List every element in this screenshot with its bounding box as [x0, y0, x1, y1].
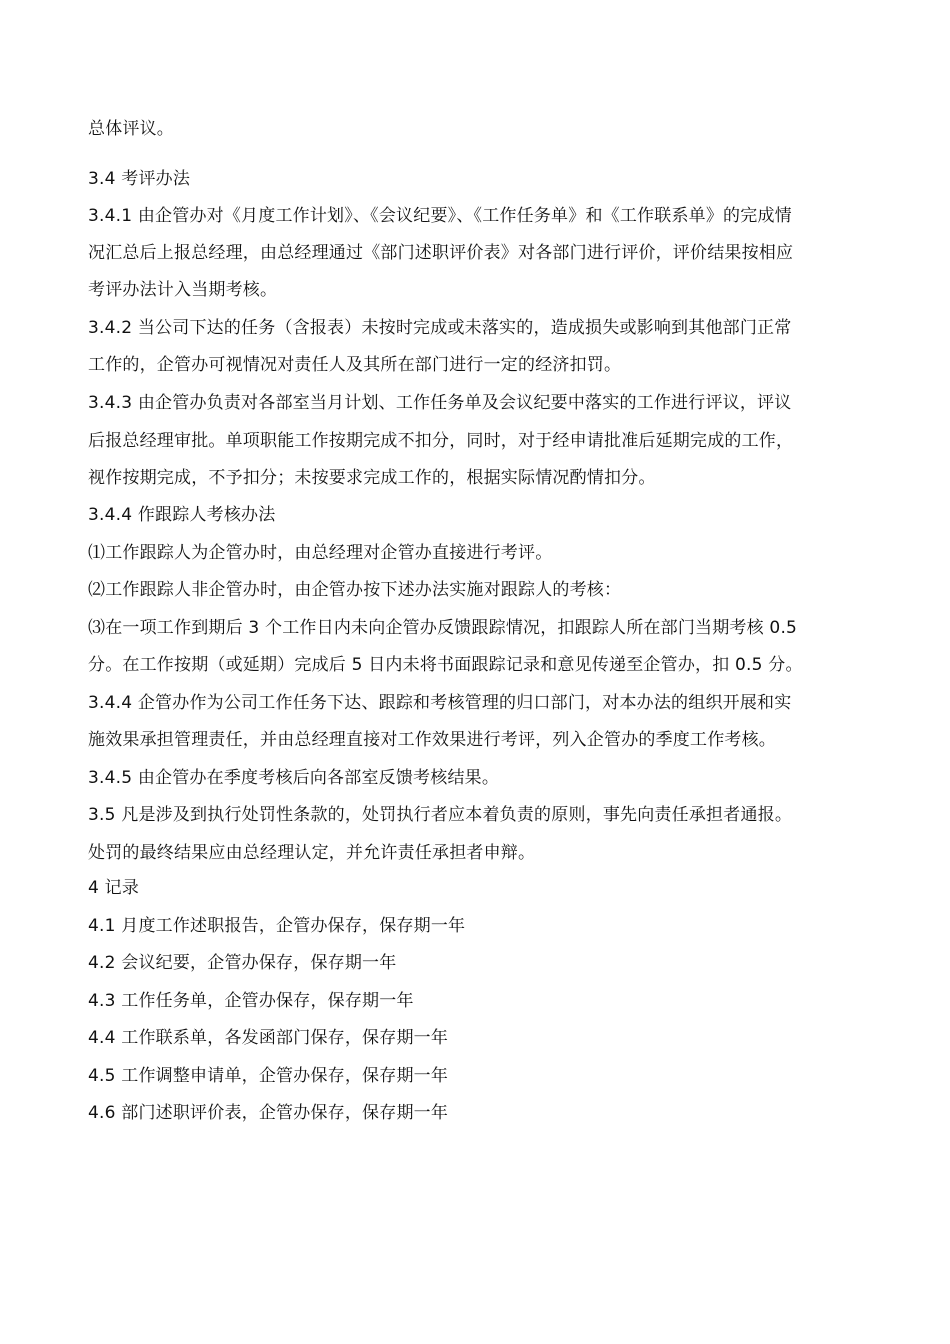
section-heading: 4 记录: [88, 878, 140, 898]
text-line: 施效果承担管理责任，并由总经理直接对工作效果进行考评，列入企管办的季度工作考核。: [88, 730, 776, 750]
text-line: 3.4.2 当公司下达的任务（含报表）未按时完成或未落实的，造成损失或影响到其他部门正常: [88, 318, 792, 338]
record-item: 4.1 月度工作述职报告，企管办保存，保存期一年: [88, 916, 466, 936]
section-heading: 3.4.4 作跟踪人考核办法: [88, 505, 276, 525]
text-line: 3.4.5 由企管办在季度考核后向各部室反馈考核结果。: [88, 768, 500, 788]
record-item: 4.5 工作调整申请单，企管办保存，保存期一年: [88, 1066, 449, 1086]
text-line: 后报总经理审批。单项职能工作按期完成不扣分，同时，对于经申请批准后延期完成的工作，: [88, 431, 794, 451]
text-line: 工作的，企管办可视情况对责任人及其所在部门进行一定的经济扣罚。: [88, 355, 622, 375]
record-item: 4.4 工作联系单，各发函部门保存，保存期一年: [88, 1028, 449, 1048]
record-item: 4.6 部门述职评价表，企管办保存，保存期一年: [88, 1103, 449, 1123]
text-line: 3.4.1 由企管办对《月度工作计划》、《会议纪要》、《工作任务单》和《工作联系单》的完成情: [88, 206, 792, 226]
text-line: 考评办法计入当期考核。: [88, 280, 278, 300]
record-item: 4.2 会议纪要，企管办保存，保存期一年: [88, 953, 397, 973]
text-line: 3.4.3 由企管办负责对各部室当月计划、工作任务单及会议纪要中落实的工作进行评议，评议: [88, 393, 792, 413]
section-heading: 3.4 考评办法: [88, 169, 191, 189]
text-line: ⑶在一项工作到期后 3 个工作日内未向企管办反馈跟踪情况，扣跟踪人所在部门当期考核 0.5: [88, 618, 798, 638]
text-line: ⑵工作跟踪人非企管办时，由企管办按下述办法实施对跟踪人的考核：: [88, 580, 622, 600]
record-item: 4.3 工作任务单，企管办保存，保存期一年: [88, 991, 414, 1011]
text-line: 3.5 凡是涉及到执行处罚性条款的，处罚执行者应本着负责的原则，事先向责任承担者通报。: [88, 805, 793, 825]
text-line: 3.4.4 企管办作为公司工作任务下达、跟踪和考核管理的归口部门，对本办法的组织开展和实: [88, 693, 792, 713]
text-line: 处罚的最终结果应由总经理认定，并允许责任承担者申辩。: [88, 843, 536, 863]
text-line: 视作按期完成，不予扣分；未按要求完成工作的，根据实际情况酌情扣分。: [88, 468, 656, 488]
text-line: 况汇总后上报总经理，由总经理通过《部门述职评价表》对各部门进行评价，评价结果按相应: [88, 243, 794, 263]
text-line: 分。在工作按期（或延期）完成后 5 日内未将书面跟踪记录和意见传递至企管办，扣 0.5 分。: [88, 655, 803, 675]
text-line: ⑴工作跟踪人为企管办时，由总经理对企管办直接进行考评。: [88, 543, 553, 563]
text-line: 总体评议。: [88, 119, 174, 139]
